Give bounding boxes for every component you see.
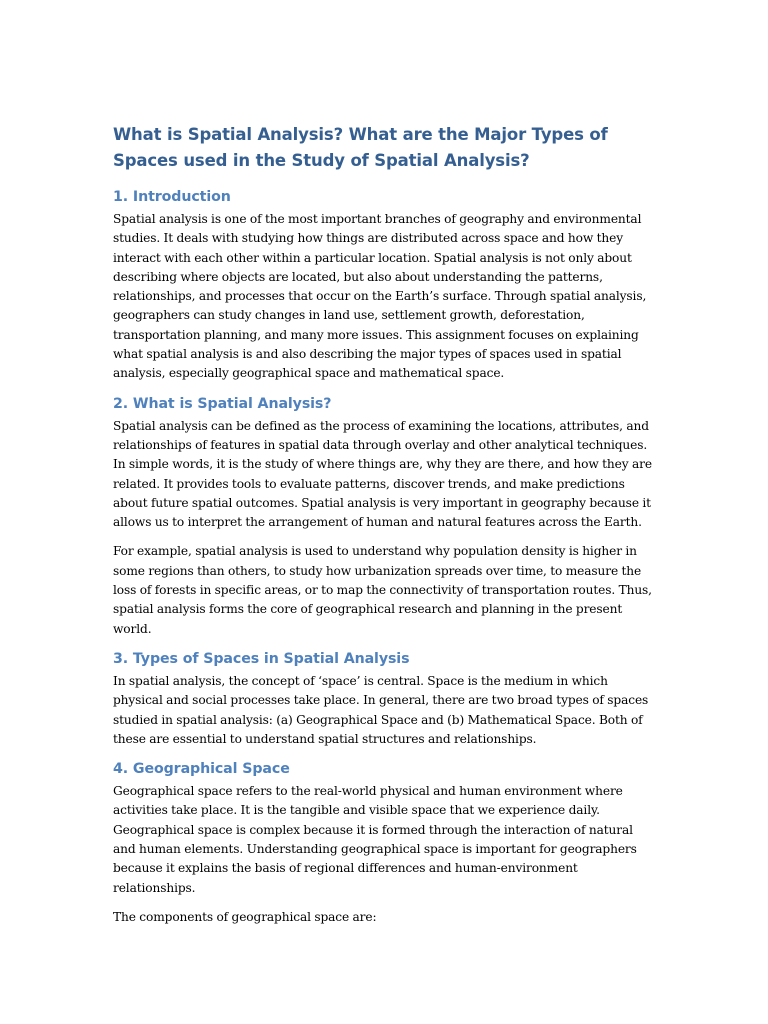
- paragraph: Spatial analysis can be defined as the process of examining the locations, attributes, and relationships of features in spatial data through overlay and other analytical techniques. In simple words, it is the study of where things are, why they are there, and how they are related. It provides tools to evaluate patterns, discover trends, and make predictions about future spatial outcomes. Spatial analysis is very important in geography because it allows us to interpret the arrangement of human and natural features across the Earth.: [113, 418, 652, 530]
- paragraph: In spatial analysis, the concept of ‘space’ is central. Space is the medium in which physical and social processes take place. In general, there are two broad types of spaces studied in spatial analysis: (a) Geographical Space and (b) Mathematical Space. Both of these are essential to understand spatial structures and relationships.: [113, 673, 649, 746]
- paragraph: Spatial analysis is one of the most important branches of geography and environmental studies. It deals with studying how things are distributed across space and how they interact with each other within a particular location. Spatial analysis is not only about describing where objects are located, but also about understanding the patterns, relationships, and processes that occur on the Earth’s surface. Through spatial analysis, geographers can study changes in land use, settlement growth, deforestation, transportation planning, and many more issues. This assignment focuses on explaining what spatial analysis is and also describing the major types of spaces used in spatial analysis, especially geographical space and mathematical space.: [113, 212, 647, 381]
- paragraph: Geographical space refers to the real-world physical and human environment where activities take place. It is the tangible and visible space that we experience daily. Geographical space is complex because it is formed through the interaction of natural and human elements. Understanding geographical space is important for geographers because it explains the basis of regional differences and human-environment relationships.: [113, 784, 637, 895]
- section-introduction: [113, 187, 656, 384]
- section-what-is-spatial-analysis: [113, 394, 656, 639]
- paragraph: For example, spatial analysis is used to understand why population density is higher in some regions than others, to study how urbanization spreads over time, to measure the loss of forests in specific areas, or to map the connectivity of transportation routes. Thus, spatial analysis forms the core of geographical research and planning in the present world.: [113, 544, 652, 636]
- paragraph: The components of geographical space are:: [113, 909, 377, 924]
- section-heading: 4. Geographical Space: [113, 761, 290, 778]
- section-heading: 2. What is Spatial Analysis?: [113, 395, 332, 412]
- section-heading: 1. Introduction: [113, 189, 231, 205]
- section-geographical-space: [113, 759, 656, 927]
- section-types-of-spaces: [113, 649, 656, 749]
- section-heading: 3. Types of Spaces in Spatial Analysis: [113, 650, 410, 667]
- document-title: What is Spatial Analysis? What are the Major Types of Spaces used in the Study of Spatial Analysis?: [113, 125, 608, 170]
